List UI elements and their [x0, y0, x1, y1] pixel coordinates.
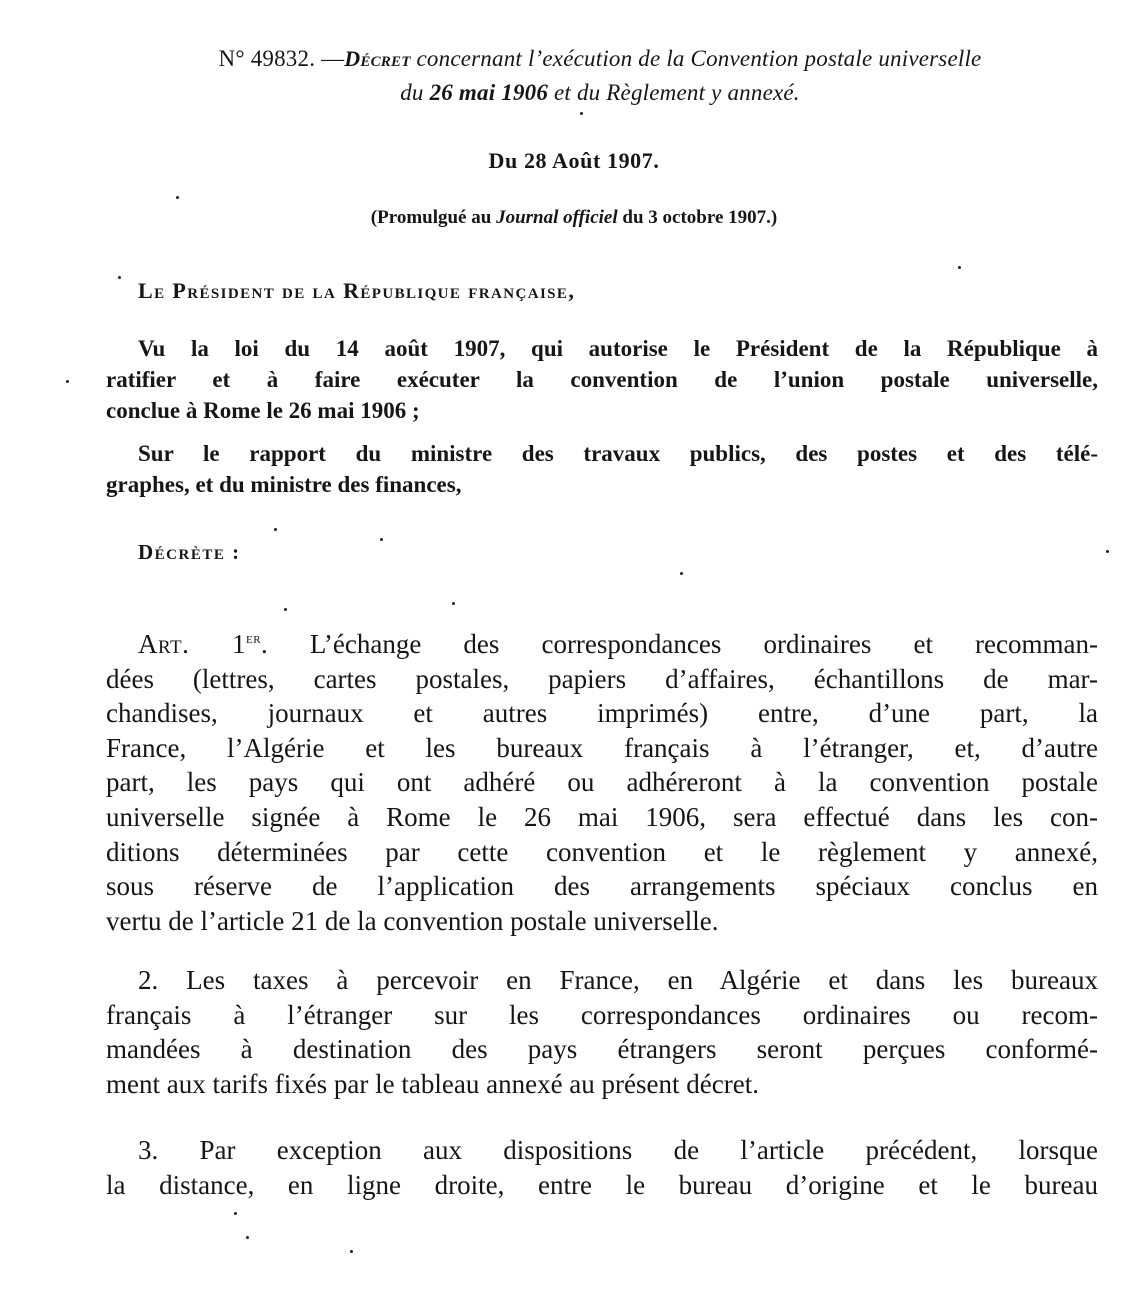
article-1-label-text: Art. 1 — [138, 629, 246, 659]
title-text: concernant l’exécution de la Convention postale universelle — [410, 46, 982, 71]
scan-speck — [680, 572, 683, 575]
text-line: ment aux tarifs fixés par le tableau annexé au présent décret. — [106, 1068, 759, 1099]
scan-speck — [176, 196, 179, 199]
article-3 — [106, 1133, 1098, 1202]
text-line: mandées à destination des pays étrangers seront perçues conformé- — [106, 1034, 1098, 1065]
vu-paragraph — [106, 333, 1098, 426]
scan-speck — [118, 276, 121, 279]
title-line2-prefix: du — [400, 80, 430, 105]
text-line: français à l’étranger sur les correspondances ordinaires ou recom- — [106, 999, 1098, 1030]
scan-speck — [234, 1212, 237, 1215]
text-line: Sur le rapport du ministre des travaux publics, des postes et des télé- — [138, 441, 1098, 466]
title-line2-date: 26 mai 1906 — [429, 80, 549, 105]
scan-speck — [452, 602, 455, 605]
text-line: conclue à Rome le 26 mai 1906 ; — [106, 398, 420, 423]
scan-speck — [284, 608, 287, 611]
article-1-first-text: . L’échange des correspondances ordinaires et recomman- — [261, 629, 1098, 659]
text-line: part, les pays qui ont adhéré ou adhéreront à la convention postale — [106, 767, 1098, 798]
decret-word: Décret — [344, 46, 411, 71]
decree-number: N° 49832. — [218, 46, 316, 71]
article-1 — [106, 622, 1098, 938]
sur-paragraph — [106, 438, 1098, 500]
text-line: universelle signée à Rome le 26 mai 1906, sera effectué dans les con- — [106, 801, 1098, 832]
article-1-label — [138, 629, 261, 659]
scan-speck — [958, 266, 961, 269]
text-line: ratifier et à faire exécuter la convention de l’union postale universelle, — [106, 367, 1098, 392]
decrete-heading: Décrète : — [138, 540, 241, 564]
text-line: chandises, journaux et autres imprimés) entre, d’une part, la — [106, 698, 1098, 729]
president-heading: Le Président de la République française, — [138, 278, 576, 303]
promulgation-prefix: (Promulgué au — [370, 207, 497, 228]
text-line: 3. Par exception aux dispositions de l’article précédent, lorsque — [138, 1135, 1098, 1165]
text-line: sous réserve de l’application des arrangements spéciaux conclus en — [106, 871, 1098, 902]
scan-speck — [1106, 550, 1109, 553]
scan-speck — [66, 380, 69, 383]
article-1-first-line — [106, 622, 1098, 662]
text-line: la distance, en ligne droite, entre le bureau d’origine et le bureau — [106, 1169, 1098, 1200]
journal-name: Journal officiel — [496, 207, 618, 228]
text-line: ditions déterminées par cette convention et le règlement y annexé, — [106, 836, 1098, 867]
text-line: dées (lettres, cartes postales, papiers d’affaires, échantillons de mar- — [106, 663, 1098, 694]
scan-speck — [580, 112, 583, 115]
title-dash: — — [315, 46, 345, 71]
promulgation-suffix: du 3 octobre 1907.) — [617, 207, 778, 228]
scan-speck — [274, 528, 277, 531]
text-line: Vu la loi du 14 août 1907, qui autorise le Président de la République à — [138, 336, 1098, 361]
text-line: France, l’Algérie et les bureaux français à l’étranger, et, d’autre — [106, 732, 1098, 763]
text-line: vertu de l’article 21 de la convention postale universelle. — [106, 905, 719, 936]
article-2 — [106, 963, 1098, 1101]
decree-title-line-1 — [60, 46, 1140, 72]
scan-speck — [246, 1236, 249, 1239]
text-line: graphes, et du ministre des finances, — [106, 472, 462, 497]
decree-title-line-2 — [60, 80, 1140, 106]
scan-speck — [380, 538, 383, 541]
scan-speck — [350, 1250, 353, 1253]
title-line2-suffix: et du Règlement y annexé. — [548, 80, 800, 105]
decree-date: Du 28 Août 1907. — [488, 148, 660, 173]
promulgation-note — [0, 207, 1148, 229]
article-1-label-sup: er — [245, 631, 262, 647]
text-line: 2. Les taxes à percevoir en France, en Algérie et dans les bureaux — [138, 965, 1098, 995]
